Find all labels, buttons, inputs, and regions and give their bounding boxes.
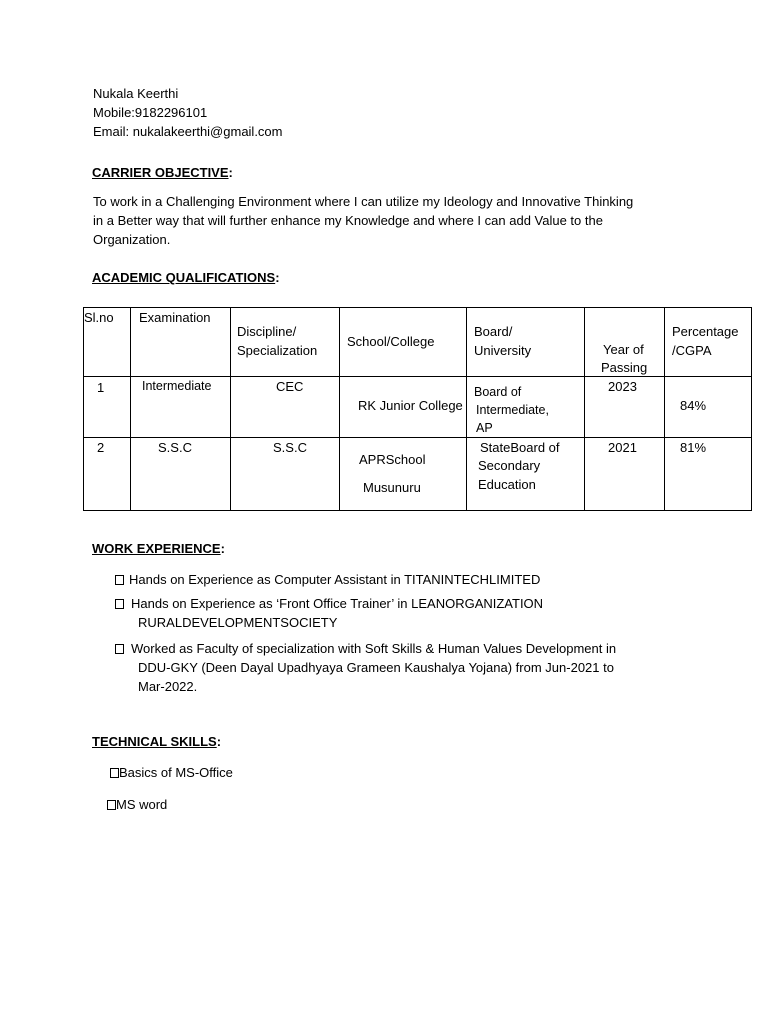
table-border: [664, 307, 665, 511]
academic-heading-row: [92, 268, 280, 287]
academic-heading: ACADEMIC QUALIFICATIONS: [92, 270, 276, 285]
mobile-number: Mobile:9182296101: [93, 105, 208, 120]
work-item-text: Hands on Experience as Computer Assistant in TITANINTECHLIMITED: [129, 572, 541, 587]
objective-line: To work in a Challenging Environment where I can utilize my Ideology and Innovative Thinking: [93, 194, 634, 209]
header-slno: Sl.no: [84, 310, 114, 325]
skill-item-text: MS word: [116, 797, 168, 812]
objective-heading-colon: :: [228, 165, 233, 180]
table-border: [83, 307, 84, 511]
row1-discipline: CEC: [276, 379, 304, 394]
academic-heading-colon: :: [275, 270, 280, 285]
row2-percentage: 81%: [680, 440, 707, 455]
work-heading: WORK EXPERIENCE: [92, 541, 221, 556]
candidate-name: Nukala Keerthi: [93, 86, 179, 101]
skills-heading-row: [92, 732, 221, 751]
header-university: University: [474, 343, 532, 358]
square-bullet-icon: [107, 800, 116, 810]
table-border: [230, 307, 231, 511]
row2-slno: 2: [97, 440, 105, 455]
header-school-college: School/College: [347, 334, 435, 349]
row2-year: 2021: [608, 440, 637, 455]
square-bullet-icon: [115, 575, 124, 585]
header-passing: Passing: [601, 360, 648, 375]
row2-school-line1: APRSchool: [359, 452, 426, 467]
row2-board-line1: StateBoard of: [480, 440, 560, 455]
table-border: [83, 437, 752, 438]
work-item: [115, 639, 616, 658]
square-bullet-icon: [115, 599, 124, 609]
table-border: [83, 510, 752, 511]
work-heading-row: [92, 539, 225, 558]
table-border: [130, 307, 131, 511]
row1-board-line2: Intermediate,: [476, 403, 549, 417]
objective-line: in a Better way that will further enhance my Knowledge and where I can add Value to the: [93, 213, 603, 228]
skills-heading-colon: :: [216, 734, 222, 749]
square-bullet-icon: [110, 768, 119, 778]
table-border: [83, 307, 752, 308]
row2-discipline: S.S.C: [273, 440, 307, 455]
work-item-continuation: DDU-GKY (Deen Dayal Upadhyaya Grameen Kaushalya Yojana) from Jun-2021 to: [138, 660, 614, 675]
square-bullet-icon: [115, 644, 124, 654]
objective-heading-row: [92, 163, 233, 182]
row1-school: RK Junior College: [358, 398, 463, 413]
header-board: Board/: [474, 324, 513, 339]
skill-item: [110, 763, 233, 782]
work-item: [115, 570, 540, 589]
work-item-continuation: RURALDEVELOPMENTSOCIETY: [138, 615, 338, 630]
work-item-continuation: Mar-2022.: [138, 679, 198, 694]
row1-board-line1: Board of: [474, 385, 522, 399]
email-address: Email: nukalakeerthi@gmail.com: [93, 124, 283, 139]
table-border: [466, 307, 467, 511]
header-discipline: Discipline/: [237, 324, 297, 339]
table-border: [751, 307, 752, 511]
header-examination: Examination: [139, 310, 211, 325]
work-heading-colon: :: [220, 541, 225, 556]
row2-board-line2: Secondary: [478, 458, 541, 473]
row1-examination: Intermediate: [142, 379, 212, 393]
row1-year: 2023: [608, 379, 637, 394]
row1-percentage: 84%: [680, 398, 707, 413]
row1-board-line3: AP: [476, 421, 493, 435]
row2-examination: S.S.C: [158, 440, 192, 455]
skill-item: [107, 795, 167, 814]
table-border: [339, 307, 340, 511]
work-item-text: Hands on Experience as ‘Front Office Trainer’ in LEANORGANIZATION: [131, 596, 544, 611]
header-cgpa: /CGPA: [672, 343, 712, 358]
skill-item-text: Basics of MS-Office: [119, 765, 233, 780]
objective-line: Organization.: [93, 232, 171, 247]
table-border: [584, 307, 585, 511]
objective-paragraph: [93, 192, 693, 249]
row1-slno: 1: [97, 380, 105, 395]
header-specialization: Specialization: [237, 343, 318, 358]
skills-heading: TECHNICAL SKILLS: [92, 734, 217, 749]
work-item-text: Worked as Faculty of specialization with Soft Skills & Human Values Development in: [131, 641, 617, 656]
header-percentage: Percentage: [672, 324, 739, 339]
row2-school-line2: Musunuru: [363, 480, 421, 495]
row2-board-line3: Education: [478, 477, 536, 492]
work-item: [115, 594, 543, 613]
objective-heading: CARRIER OBJECTIVE: [92, 165, 229, 180]
header-year-of: Year of: [603, 342, 644, 357]
